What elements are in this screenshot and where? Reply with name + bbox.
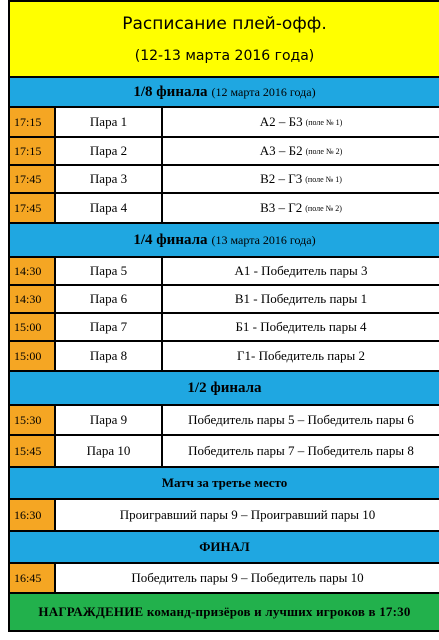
match-pair: Пара 1 bbox=[56, 108, 163, 136]
section-label: 1/2 финала bbox=[187, 379, 262, 396]
match-time: 15:00 bbox=[10, 314, 56, 340]
match-time: 17:15 bbox=[10, 138, 56, 164]
match-pair: Пара 5 bbox=[56, 258, 163, 284]
match-pair: Пара 9 bbox=[56, 406, 163, 434]
match-time: 17:45 bbox=[10, 194, 56, 222]
match-teams: Победитель пары 7 – Победитель пары 8 bbox=[188, 443, 414, 458]
schedule-sheet bbox=[8, 0, 439, 632]
section-date: (13 марта 2016 года) bbox=[211, 232, 316, 247]
match-teams: Победитель пары 5 – Победитель пары 6 bbox=[188, 412, 414, 427]
section-final bbox=[10, 532, 439, 564]
match-teams: А1 - Победитель пары 3 bbox=[234, 263, 368, 278]
section-quarter-final bbox=[10, 224, 439, 258]
field-text: (поле № 1) bbox=[305, 174, 342, 184]
field-text: (поле № 2) bbox=[305, 203, 342, 213]
match-time: 14:30 bbox=[10, 258, 56, 284]
match-time: 15:30 bbox=[10, 406, 56, 434]
match-time: 14:30 bbox=[10, 286, 56, 312]
table-row bbox=[10, 108, 439, 138]
match-teams bbox=[163, 166, 439, 192]
section-semi-final bbox=[10, 372, 439, 406]
section-label: 1/4 финала bbox=[133, 231, 208, 248]
match-teams: Б1 - Победитель пары 4 bbox=[235, 319, 367, 334]
match-time: 15:00 bbox=[10, 342, 56, 370]
teams-text: В3 – Г2 bbox=[260, 200, 303, 215]
table-row bbox=[10, 500, 439, 532]
match-time: 17:15 bbox=[10, 108, 56, 136]
table-row bbox=[10, 194, 439, 224]
table-row bbox=[10, 286, 439, 314]
match-time: 15:45 bbox=[10, 436, 56, 466]
match-teams: Победитель пары 9 – Победитель пары 10 bbox=[131, 570, 364, 585]
table-row bbox=[10, 564, 439, 594]
award-banner bbox=[10, 594, 439, 630]
table-row bbox=[10, 166, 439, 194]
section-label: Матч за третье место bbox=[161, 475, 288, 490]
table-row bbox=[10, 436, 439, 468]
table-row bbox=[10, 138, 439, 166]
table-row bbox=[10, 258, 439, 286]
match-pair: Пара 8 bbox=[56, 342, 163, 370]
table-row bbox=[10, 342, 439, 372]
match-pair: Пара 10 bbox=[56, 436, 163, 466]
section-label: 1/8 финала bbox=[133, 83, 208, 100]
match-teams bbox=[163, 194, 439, 222]
page-title: Расписание плей-офф. bbox=[122, 14, 327, 34]
match-time: 17:45 bbox=[10, 166, 56, 192]
section-third-place bbox=[10, 468, 439, 500]
match-teams bbox=[163, 108, 439, 136]
match-pair: Пара 4 bbox=[56, 194, 163, 222]
title-block bbox=[10, 2, 439, 78]
section-date: (12 марта 2016 года) bbox=[211, 84, 316, 99]
table-row bbox=[10, 314, 439, 342]
teams-text: А3 – Б2 bbox=[259, 143, 303, 158]
match-teams bbox=[163, 138, 439, 164]
award-text: НАГРАЖДЕНИЕ команд-призёров и лучших игроков в 17:30 bbox=[38, 604, 411, 619]
match-time: 16:30 bbox=[10, 500, 56, 530]
match-teams: В1 - Победитель пары 1 bbox=[234, 291, 368, 306]
teams-text: А2 – Б3 bbox=[259, 114, 303, 129]
match-teams: Проигравший пары 9 – Проигравший пары 10 bbox=[119, 507, 376, 522]
teams-text: В2 – Г3 bbox=[260, 171, 303, 186]
page-subtitle: (12-13 марта 2016 года) bbox=[134, 48, 315, 64]
match-pair: Пара 7 bbox=[56, 314, 163, 340]
match-pair: Пара 6 bbox=[56, 286, 163, 312]
field-text: (поле № 1) bbox=[305, 117, 343, 127]
match-time: 16:45 bbox=[10, 564, 56, 592]
table-row bbox=[10, 406, 439, 436]
match-pair: Пара 2 bbox=[56, 138, 163, 164]
match-pair: Пара 3 bbox=[56, 166, 163, 192]
section-round-of-16 bbox=[10, 78, 439, 108]
match-teams: Г1- Победитель пары 2 bbox=[237, 348, 365, 363]
field-text: (поле № 2) bbox=[305, 146, 343, 156]
section-label: ФИНАЛ bbox=[199, 539, 250, 554]
